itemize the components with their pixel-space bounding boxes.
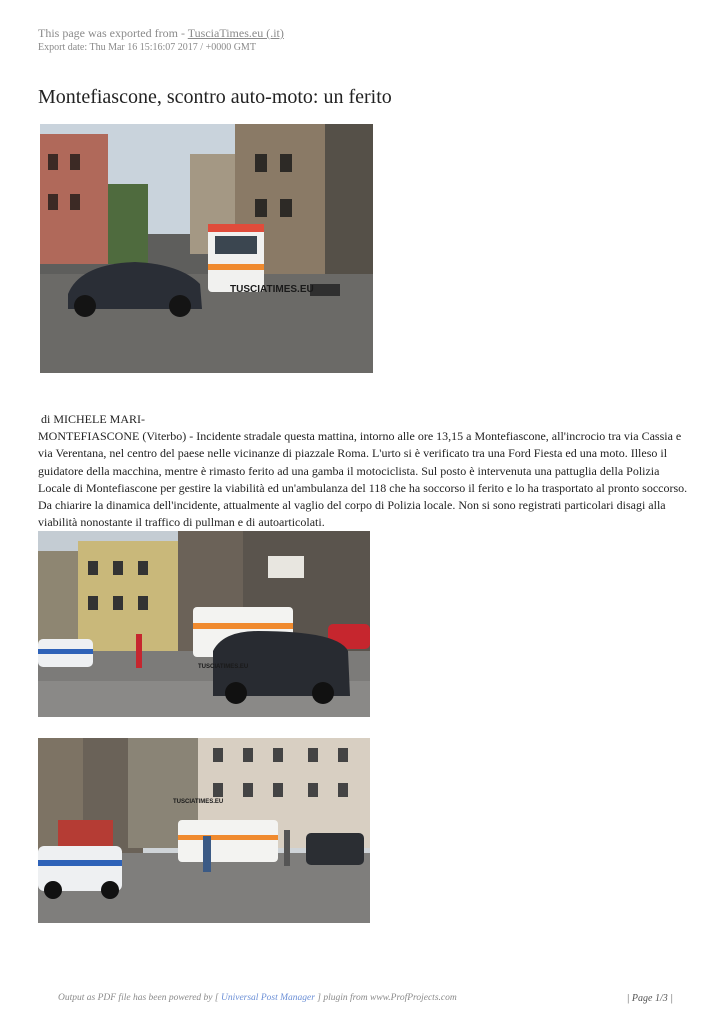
accident-photo-1	[40, 124, 373, 373]
pdf-footer	[0, 993, 725, 1007]
article-body: MONTEFIASCONE (Viterbo) - Incidente stradale questa mattina, intorno alle ore 13,15 a Montefiascone, all'incrocio tra via Cassia e via Verentana, nel centro del paese nelle vicinanze di piazzale Roma. L'urto si è verificato tra una Ford Fiesta ed una moto. Illeso il guidatore della macchina, mentre è rimasto ferito ad una gamba il motociclista. Sul posto è intervenuta una pattuglia della Polizia Locale di Montefiascone per gestire la viabilità ed un'ambulanza del 118 che ha soccorso il ferito e lo ha trasportato al pronto soccorso. Da chiarire la dinamica dell'incidente, attualmente al vaglio del corpo di Polizia locale. Non si sono registrati particolari disagi alla viabilità nonostante il traffico di pullman e di autoarticolati.	[38, 429, 688, 530]
site-link[interactable]: TusciaTimes.eu (.it)	[187, 26, 284, 40]
accident-photo-2	[38, 531, 370, 717]
export-prefix: This page was exported from -	[38, 26, 188, 40]
accident-photo-3	[38, 738, 370, 923]
export-header	[38, 26, 284, 53]
footer-suffix: ] plugin from www.ProfProjects.com	[314, 993, 457, 1003]
photo-watermark: TUSCIATIMES.EU	[198, 664, 249, 670]
export-source-line	[38, 26, 284, 41]
universal-post-manager-link[interactable]: Universal Post Manager	[220, 993, 315, 1003]
article-body-container	[38, 411, 688, 531]
footer-prefix: Output as PDF file has been powered by [	[58, 993, 221, 1003]
article-title: Montefiascone, scontro auto-moto: un ferito	[38, 86, 392, 108]
page-number: | Page 1/3 |	[626, 993, 673, 1004]
photo-watermark: TUSCIATIMES.EU	[173, 799, 224, 805]
footer-credit	[58, 993, 457, 1003]
export-date: Export date: Thu Mar 16 15:16:07 2017 / +0000 GMT	[38, 42, 256, 53]
article-byline: di MICHELE MARI-	[38, 412, 145, 426]
photo-watermark: TUSCIATIMES.EU	[230, 284, 314, 295]
